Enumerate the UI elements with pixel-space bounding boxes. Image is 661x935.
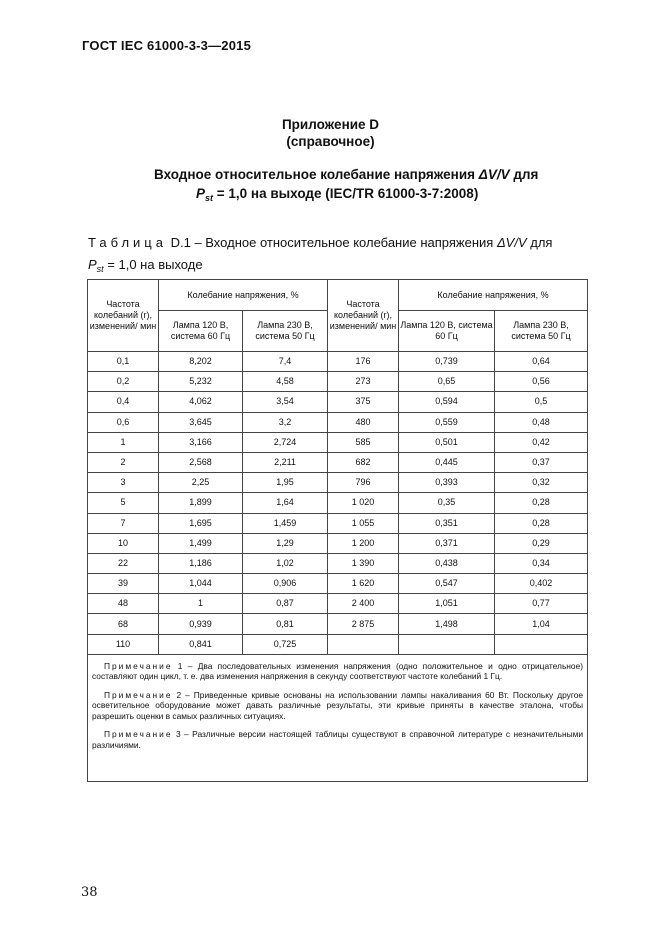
cell-rate-right: [328, 634, 399, 654]
cell-lamp-230-right: 0,5: [495, 392, 588, 412]
cell-lamp-120-right: 0,445: [399, 452, 495, 472]
cell-lamp-230-left: 1,459: [243, 513, 328, 533]
cell-lamp-230-left: 2,724: [243, 432, 328, 452]
table-row: [88, 493, 588, 513]
cell-rate-right: 682: [328, 452, 399, 472]
cell-lamp-120-right: 0,559: [399, 412, 495, 432]
cell-lamp-230-right: 0,48: [495, 412, 588, 432]
cell-lamp-120-right: 0,594: [399, 392, 495, 412]
cell-lamp-230-left: 0,81: [243, 614, 328, 634]
cell-rate-left: 2: [88, 452, 159, 472]
cell-rate-right: 1 620: [328, 574, 399, 594]
cell-rate-right: 796: [328, 473, 399, 493]
cell-rate-left: 48: [88, 594, 159, 614]
table-row: [88, 614, 588, 634]
cell-lamp-120-right: 1,051: [399, 594, 495, 614]
table-row: [88, 412, 588, 432]
cell-lamp-120-left: 1,695: [159, 513, 243, 533]
cell-lamp-230-right: 0,34: [495, 553, 588, 573]
cell-lamp-120-right: 0,739: [399, 352, 495, 372]
cell-lamp-120-left: 2,568: [159, 452, 243, 472]
cell-rate-left: 39: [88, 574, 159, 594]
cell-rate-left: 22: [88, 553, 159, 573]
cell-lamp-230-left: 3,54: [243, 392, 328, 412]
cell-rate-right: 1 055: [328, 513, 399, 533]
appendix-title: Приложение D: [281, 117, 380, 132]
flicker-table: [87, 279, 588, 782]
cell-lamp-230-right: 0,56: [495, 372, 588, 392]
cell-lamp-120-right: [399, 634, 495, 654]
cell-lamp-230-left: 0,906: [243, 574, 328, 594]
cell-rate-left: 5: [88, 493, 159, 513]
cell-rate-left: 0,1: [88, 352, 159, 372]
cell-rate-right: 585: [328, 432, 399, 452]
header-lamp-120-left: Лампа 120 В, система 60 Гц: [159, 311, 243, 352]
cell-lamp-230-right: 0,42: [495, 432, 588, 452]
table-caption-line2: $P_{st} = 1,0$ на выходе: [88, 257, 203, 274]
cell-rate-right: 2 400: [328, 594, 399, 614]
header-lamp-230-left: Лампа 230 В, система 50 Гц: [243, 311, 328, 352]
header-lamp-230-right: Лампа 230 В, система 50 Гц: [495, 311, 588, 352]
cell-rate-right: 176: [328, 352, 399, 372]
section-heading-line1: Входное относительное колебание напряжения ΔV/V для: [154, 167, 539, 182]
cell-rate-left: 1: [88, 432, 159, 452]
table-row: [88, 372, 588, 392]
table-row: [88, 553, 588, 573]
cell-rate-left: 0,4: [88, 392, 159, 412]
cell-rate-left: 0,6: [88, 412, 159, 432]
cell-lamp-230-left: 1,29: [243, 533, 328, 553]
cell-rate-right: 1 390: [328, 553, 399, 573]
table-row: [88, 473, 588, 493]
cell-lamp-120-left: 0,841: [159, 634, 243, 654]
cell-lamp-120-right: 0,438: [399, 553, 495, 573]
cell-lamp-230-right: 0,37: [495, 452, 588, 472]
cell-rate-right: 1 020: [328, 493, 399, 513]
table-body: [88, 352, 588, 655]
header-variation-right: Колебание напряжения, %: [399, 280, 588, 311]
cell-lamp-230-right: 0,77: [495, 594, 588, 614]
cell-lamp-230-left: 1,95: [243, 473, 328, 493]
cell-lamp-120-right: 0,371: [399, 533, 495, 553]
cell-rate-left: 7: [88, 513, 159, 533]
cell-lamp-230-right: 0,64: [495, 352, 588, 372]
note-1: Примечание 1 – Два последовательных изменения напряжения (одно положительное и одно отрицательное) составляют один цикл, т. е. два изменения напряжения в секунду соответствуют частоте колебаний 1 Гц.: [92, 660, 584, 682]
cell-lamp-230-right: 1,04: [495, 614, 588, 634]
cell-lamp-120-right: 0,393: [399, 473, 495, 493]
cell-rate-left: 110: [88, 634, 159, 654]
cell-lamp-230-left: 1,64: [243, 493, 328, 513]
cell-lamp-120-right: 0,501: [399, 432, 495, 452]
cell-lamp-120-right: 1,498: [399, 614, 495, 634]
cell-rate-right: 2 875: [328, 614, 399, 634]
cell-lamp-120-left: 1,499: [159, 533, 243, 553]
table-row: [88, 452, 588, 472]
table-row: [88, 634, 588, 654]
cell-lamp-120-left: 1,899: [159, 493, 243, 513]
note-3: Примечание 3 – Различные версии настоящей таблицы существуют в справочной литературе с незначительными различиями.: [92, 729, 584, 750]
cell-lamp-120-left: 3,166: [159, 432, 243, 452]
section-heading-line2: $P_{st} = 1,0$ на выходе (IEC/TR 61000-3-7:2008): [196, 186, 479, 203]
cell-lamp-120-left: 4,062: [159, 392, 243, 412]
cell-lamp-120-left: 3,645: [159, 412, 243, 432]
cell-lamp-120-left: 1,186: [159, 553, 243, 573]
table-row: [88, 432, 588, 452]
cell-lamp-120-right: 0,351: [399, 513, 495, 533]
cell-lamp-230-right: 0,29: [495, 533, 588, 553]
cell-lamp-230-right: 0,32: [495, 473, 588, 493]
cell-lamp-230-right: 0,28: [495, 493, 588, 513]
cell-lamp-230-left: 0,725: [243, 634, 328, 654]
cell-lamp-230-left: 4,58: [243, 372, 328, 392]
cell-rate-right: 480: [328, 412, 399, 432]
table-row: [88, 533, 588, 553]
table-row: [88, 513, 588, 533]
cell-lamp-120-left: 5,232: [159, 372, 243, 392]
cell-lamp-120-left: 0,939: [159, 614, 243, 634]
cell-lamp-230-right: 0,402: [495, 574, 588, 594]
cell-rate-left: 0,2: [88, 372, 159, 392]
cell-rate-left: 68: [88, 614, 159, 634]
cell-lamp-230-left: 3,2: [243, 412, 328, 432]
cell-lamp-230-left: 0,87: [243, 594, 328, 614]
cell-lamp-230-left: 1,02: [243, 553, 328, 573]
header-variation-left: Колебание напряжения, %: [159, 280, 328, 311]
cell-lamp-120-right: 0,35: [399, 493, 495, 513]
cell-rate-left: 3: [88, 473, 159, 493]
cell-rate-right: 273: [328, 372, 399, 392]
cell-lamp-120-left: 1,044: [159, 574, 243, 594]
appendix-note: (справочное): [286, 134, 375, 149]
cell-rate-right: 375: [328, 392, 399, 412]
cell-lamp-120-left: 2,25: [159, 473, 243, 493]
notes-cell: [88, 654, 588, 781]
page-number: 38: [81, 885, 98, 900]
note-2: Примечание 2 – Приведенные кривые основаны на использовании лампы накаливания 60 Вт. Поскольку другое осветительное оборудование может давать различные результаты, эти кривые приняты в качестве эталона, чтобы разрешить оценки в самых различных ситуациях.: [92, 689, 584, 721]
table-row: [88, 352, 588, 372]
header-rate-right: Частота колебаний (r), изменений/ мин: [328, 280, 399, 352]
cell-lamp-230-left: 2,211: [243, 452, 328, 472]
cell-lamp-230-right: [495, 634, 588, 654]
table-caption-line1: Таблица D.1 – Входное относительное колебание напряжения ΔV/V для: [88, 235, 553, 250]
document-header: ГОСТ IEC 61000-3-3—2015: [82, 38, 251, 53]
table-row: [88, 574, 588, 594]
cell-lamp-120-left: 8,202: [159, 352, 243, 372]
table-row: [88, 392, 588, 412]
cell-lamp-230-right: 0,28: [495, 513, 588, 533]
header-rate-left: Частота колебаний (r), изменений/ мин: [88, 280, 159, 352]
table-row: [88, 594, 588, 614]
cell-lamp-120-right: 0,65: [399, 372, 495, 392]
cell-rate-left: 10: [88, 533, 159, 553]
header-lamp-120-right: Лампа 120 В, система 60 Гц: [399, 311, 495, 352]
cell-lamp-230-left: 7,4: [243, 352, 328, 372]
cell-rate-right: 1 200: [328, 533, 399, 553]
cell-lamp-120-left: 1: [159, 594, 243, 614]
cell-lamp-120-right: 0,547: [399, 574, 495, 594]
